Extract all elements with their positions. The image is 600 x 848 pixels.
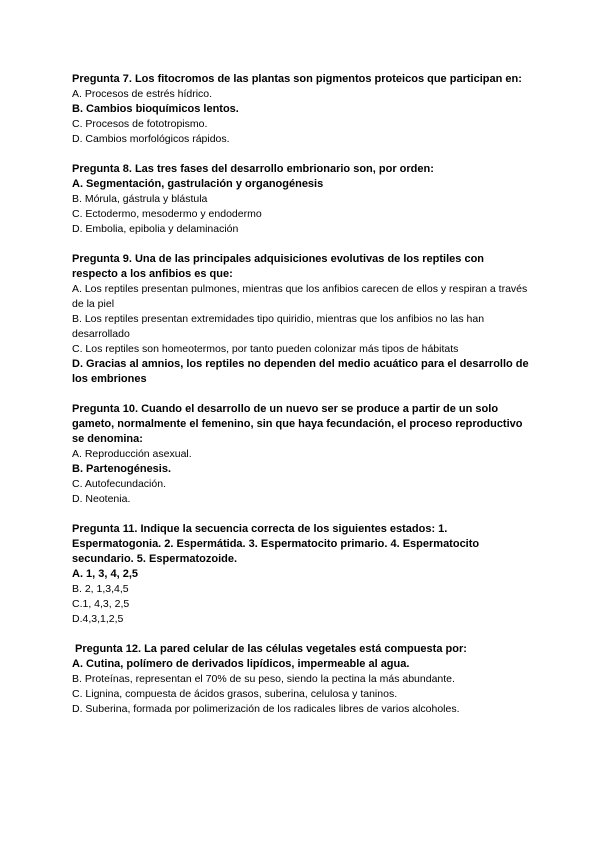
question-8-title: Pregunta 8. Las tres fases del desarrollo embrionario son, por orden: <box>72 163 434 175</box>
question-9-option-d: D. Gracias al amnios, los reptiles no dependen del medio acuático para el desarrollo de los embriones <box>72 358 529 385</box>
question-11 <box>72 522 532 627</box>
question-11-title: Pregunta 11. Indique la secuencia correcta de los siguientes estados: 1. Espermatogonia. 2. Espermátida. 3. Espermatocito primario. 4. Espermatocito secundario. 5. Espermatozoide. <box>72 523 480 565</box>
question-8 <box>72 162 532 237</box>
question-12-option-b: B. Proteínas, representan el 70% de su peso, siendo la pectina la más abundante. <box>72 673 455 685</box>
question-10-option-b: B. Partenogénesis. <box>72 463 172 475</box>
question-10-option-a: A. Reproducción asexual. <box>72 448 192 460</box>
question-8-option-b: B. Mórula, gástrula y blástula <box>72 193 208 205</box>
question-12-option-d: D. Suberina, formada por polimerización de los radicales libres de varios alcoholes. <box>72 703 460 715</box>
question-7 <box>72 72 532 147</box>
question-8-option-a: A. Segmentación, gastrulación y organogénesis <box>72 178 324 190</box>
question-10-option-c: C. Autofecundación. <box>72 478 166 490</box>
question-12-option-c: C. Lignina, compuesta de ácidos grasos, suberina, celulosa y taninos. <box>72 688 398 700</box>
question-7-title: Pregunta 7. Los fitocromos de las plantas son pigmentos proteicos que participan en: <box>72 73 522 85</box>
question-9-option-a: A. Los reptiles presentan pulmones, mientras que los anfibios carecen de ellos y respiran a través de la piel <box>72 283 528 310</box>
question-12-title: Pregunta 12. La pared celular de las células vegetales está compuesta por: <box>75 643 467 655</box>
question-9-option-b: B. Los reptiles presentan extremidades tipo quiridio, mientras que los anfibios no las han desarrollado <box>72 313 485 340</box>
question-11-option-b: B. 2, 1,3,4,5 <box>72 583 129 595</box>
question-7-option-d: D. Cambios morfológicos rápidos. <box>72 133 230 145</box>
question-11-option-c: C.1, 4,3, 2,5 <box>72 598 130 610</box>
question-12 <box>72 642 532 717</box>
question-7-option-b: B. Cambios bioquímicos lentos. <box>72 103 239 115</box>
question-7-option-c: C. Procesos de fototropismo. <box>72 118 208 130</box>
question-7-option-a: A. Procesos de estrés hídrico. <box>72 88 213 100</box>
question-9-title: Pregunta 9. Una de las principales adquisiciones evolutivas de los reptiles con respecto a los anfibios es que: <box>72 253 485 280</box>
question-10 <box>72 402 532 507</box>
question-8-option-c: C. Ectodermo, mesodermo y endodermo <box>72 208 262 220</box>
question-9-option-c: C. Los reptiles son homeotermos, por tanto pueden colonizar más tipos de hábitats <box>72 343 459 355</box>
question-11-option-a: A. 1, 3, 4, 2,5 <box>72 568 139 580</box>
question-8-option-d: D. Embolia, epibolia y delaminación <box>72 223 239 235</box>
question-12-option-a: A. Cutina, polímero de derivados lipídicos, impermeable al agua. <box>72 658 410 670</box>
question-9 <box>72 252 532 387</box>
question-10-title: Pregunta 10. Cuando el desarrollo de un nuevo ser se produce a partir de un solo gameto, normalmente el femenino, sin que haya fecundación, el proceso reproductivo se denomina: <box>72 403 523 445</box>
document-page <box>72 72 532 732</box>
question-11-option-d: D.4,3,1,2,5 <box>72 613 124 625</box>
question-10-option-d: D. Neotenia. <box>72 493 131 505</box>
